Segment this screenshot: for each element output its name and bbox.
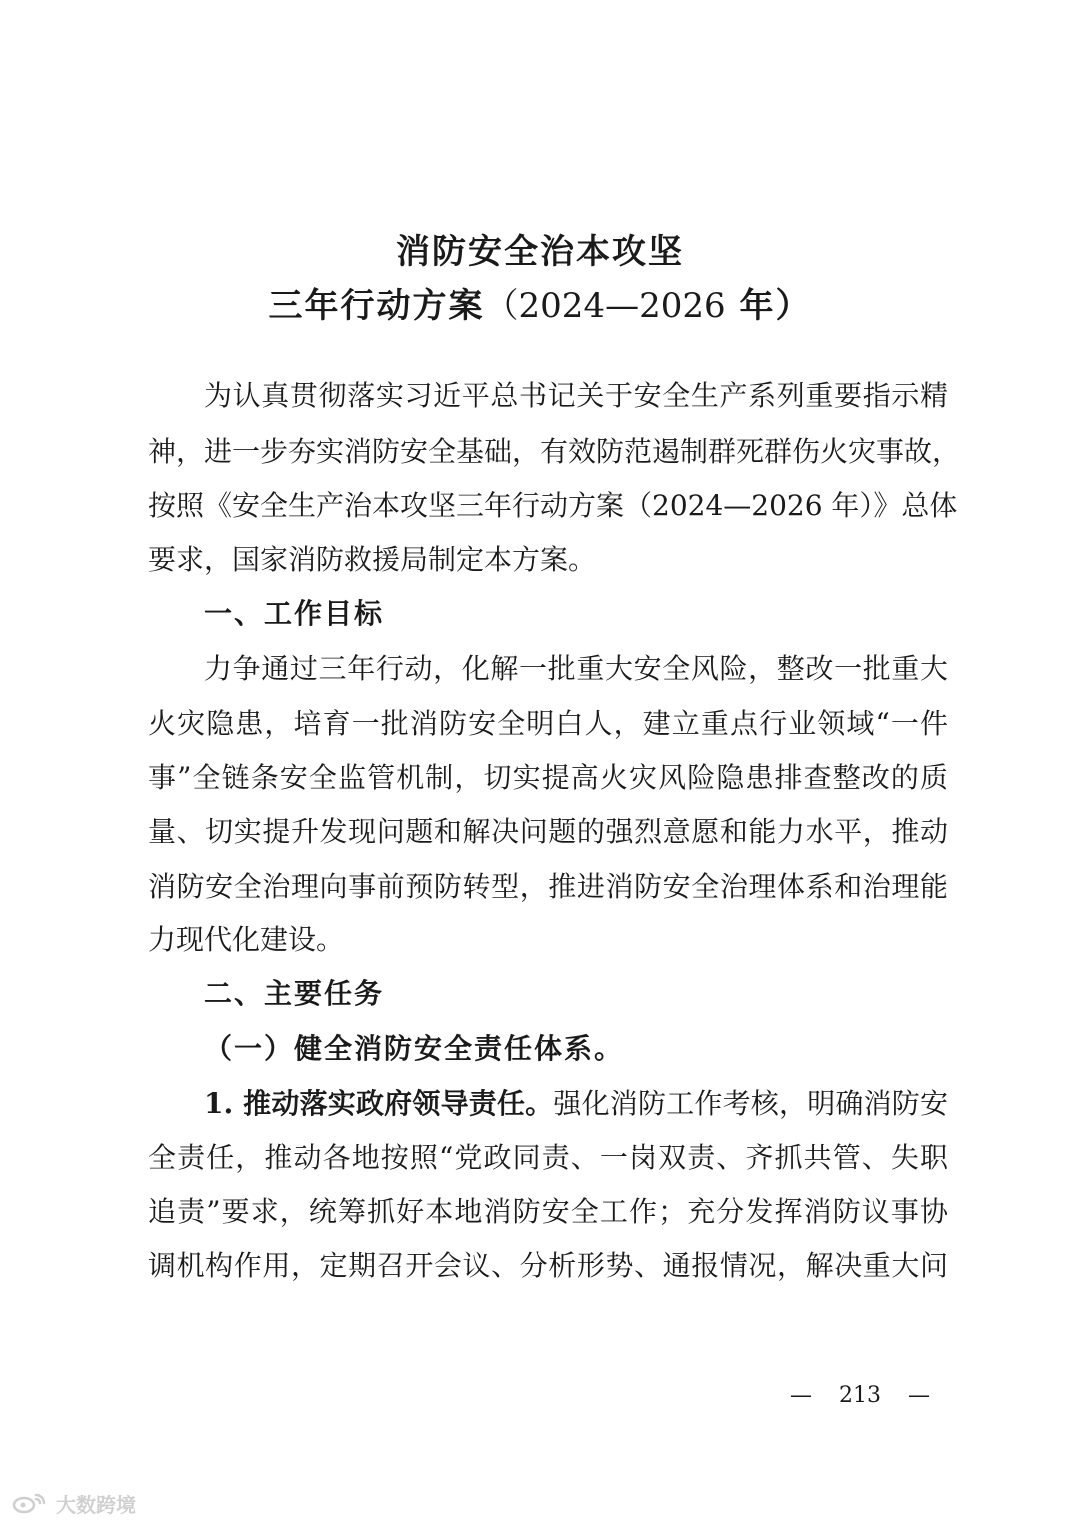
page-dash-right: — (908, 1383, 930, 1408)
item1-line1-rest: 强化消防工作考核，明确消防安 (553, 1087, 948, 1120)
section2-subheading: （一）健全消防安全责任体系。 (204, 1032, 625, 1065)
section1-line-5: 消防安全治理向事前预防转型，推进消防安全治理体系和治理能 (148, 870, 948, 903)
document-title-line2 (0, 278, 1080, 327)
section2-heading: 二、主要任务 (204, 977, 385, 1010)
section1-line-6: 力现代化建设。 (148, 923, 345, 956)
intro-line-2: 神，进一步夯实消防安全基础，有效防范遏制群死群伤火灾事故， (148, 435, 961, 468)
document-title-line1: 消防安全治本攻坚 (396, 232, 684, 272)
page-number-value: 213 (839, 1383, 881, 1408)
section2-item1-line-3: 追责”要求，统筹抓好本地消防安全工作；充分发挥消防议事协 (148, 1195, 948, 1228)
watermark (10, 1488, 136, 1518)
section2-item1-line-4: 调机构作用，定期召开会议、分析形势、通报情况，解决重大问 (148, 1249, 948, 1282)
section1-line-1: 力争通过三年行动，化解一批重大安全风险，整改一批重大 (204, 652, 948, 685)
title-line2-suffix: 年） (739, 286, 812, 326)
section1-line-4: 量、切实提升发现问题和解决问题的强烈意愿和能力水平，推动 (148, 815, 948, 848)
page-number (790, 1383, 930, 1408)
section2-item1-line-1 (204, 1084, 948, 1124)
page-dash-left: — (790, 1383, 812, 1408)
title-line2-text: 三年行动方案 (268, 286, 485, 326)
section1-line-3: 事”全链条安全监管机制，切实提高火灾风险隐患排查整改的质 (148, 761, 948, 794)
weibo-style-logo-icon (10, 1491, 50, 1515)
section1-heading: 一、工作目标 (204, 597, 385, 630)
item1-bold-lead: 1. 推动落实政府领导责任。 (204, 1087, 554, 1120)
section1-line-2: 火灾隐患，培育一批消防安全明白人，建立重点行业领域“一件 (148, 707, 948, 740)
intro-line-4: 要求，国家消防救援局制定本方案。 (148, 543, 597, 576)
intro-line-1: 为认真贯彻落实习近平总书记关于安全生产系列重要指示精 (204, 379, 948, 412)
watermark-text: 大数跨境 (56, 1492, 136, 1517)
intro-line-3: 按照《安全生产治本攻坚三年行动方案（2024—2026 年）》总体 (148, 489, 958, 522)
section2-item1-line-2: 全责任，推动各地按照“党政同责、一岗双责、齐抓共管、失职 (148, 1141, 948, 1174)
title-line2-years: （2024—2026 (484, 286, 726, 326)
